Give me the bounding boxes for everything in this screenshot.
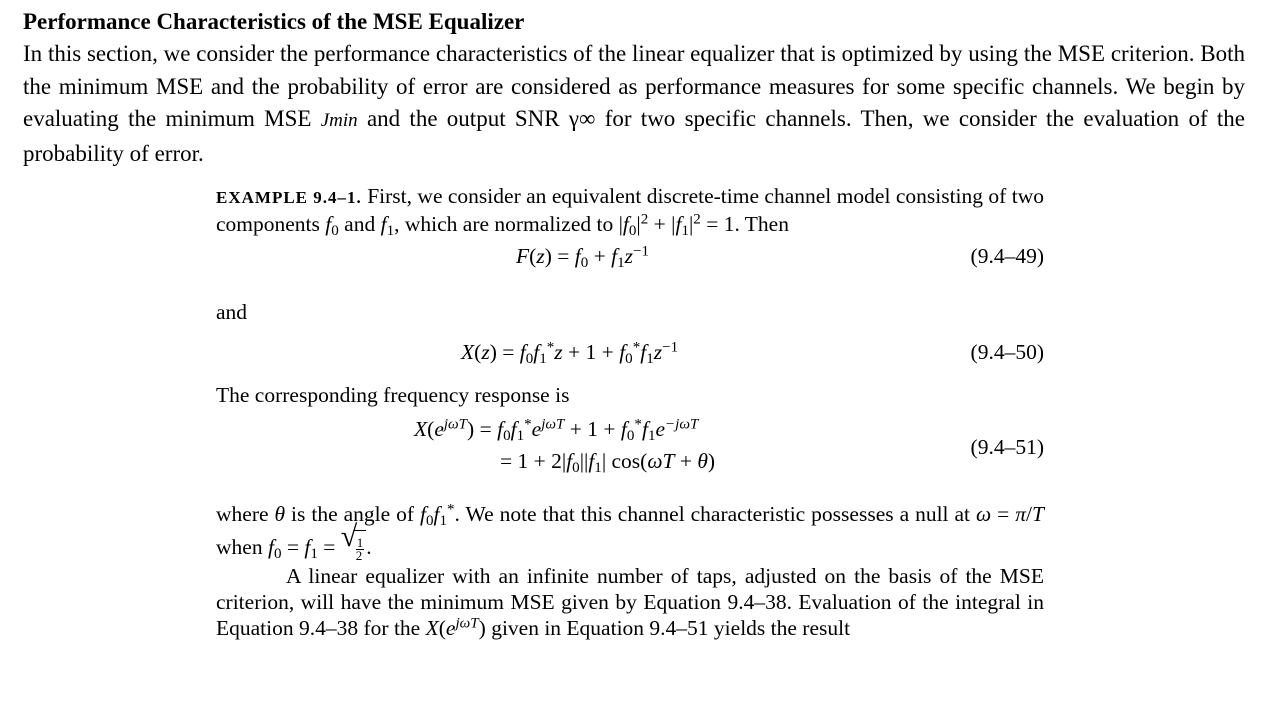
gamma-symbol: γ∞	[568, 106, 596, 131]
example-paragraph-2: where θ is the angle of $f_0f_1^*$. We note that this channel characteristic possesses a null at ω = π/T when $f_0 = f_1$ = √ $\frac{1}{2}$ .	[216, 501, 1044, 563]
equation-9-4-50: $X(z) = f_0f_1^*z + 1 + f_0^*f_1z^{-1}$ (9.4–50)	[461, 339, 1044, 367]
frequency-response-intro: The corresponding frequency response is	[216, 383, 570, 407]
equation-number: (9.4–51)	[970, 435, 1044, 459]
example-label: EXAMPLE 9.4–1.	[216, 188, 362, 207]
equation-number: (9.4–49)	[970, 244, 1044, 268]
equation-number: (9.4–50)	[970, 340, 1044, 364]
jmin-symbol: Jmin	[320, 110, 358, 131]
equation-9-4-51: $X(e^{j\omega T}) = f_0f_1^*e^{j\omega T} + 1 + f_0^*f_1e^{-j\omega T}$ = $1 + 2|f_0||f_1|$ cos(ωT + θ) (9.4–51)	[414, 416, 1044, 476]
intro-section	[23, 6, 1245, 170]
example-paragraph-1: EXAMPLE 9.4–1. First, we consider an equivalent discrete-time channel model consisting of two components $f_0$ and $f_1$, which are normalized to $|f_0|^2 + |f_1|^2 = 1$. Then	[216, 184, 1045, 239]
and-text: and	[216, 300, 248, 324]
example-block	[216, 180, 1044, 641]
equation-9-4-49: $F(z) = f_0 + f_1z^{-1}$ (9.4–49)	[516, 243, 1044, 271]
example-paragraph-3: A linear equalizer with an infinite number of taps, adjusted on the basis of the MSE criterion, will have the minimum MSE given by Equation 9.4–38. Evaluation of the integral in Equation 9.4–38 for the $X(e^{j\omega T})$ given in Equation 9.4–51 yields the result	[216, 564, 1044, 640]
intro-paragraph: In this section, we consider the performance characteristics of the linear equalizer that is optimized by using the MSE criterion. Both the minimum MSE and the probability of error are considered as performance measures for some specific channels. We begin by evaluating the minimum MSE Jmin and the output SNR γ∞ for two specific channels. Then, we consider the evaluation of the probability of error.	[23, 41, 1245, 166]
section-title: Performance Characteristics of the MSE Equalizer	[23, 9, 525, 34]
